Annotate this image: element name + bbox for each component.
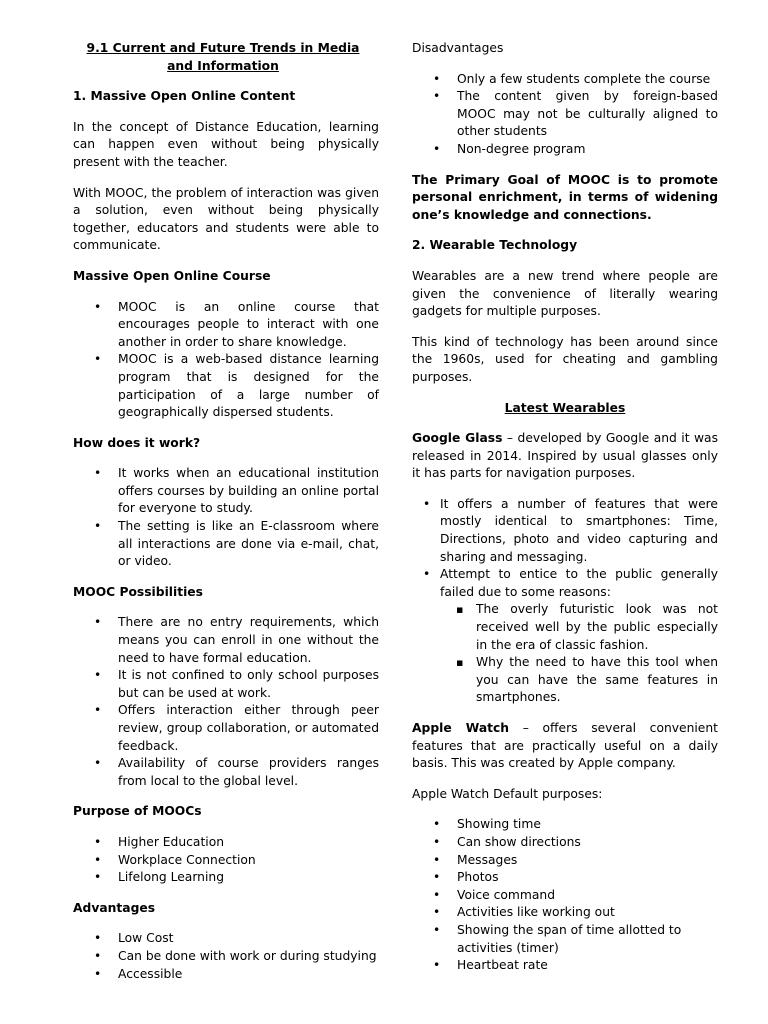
page-title: 9.1 Current and Future Trends in Media and Information <box>86 41 360 73</box>
list-item: • It works when an educational institution offers courses by building an online portal for everyone to study. <box>73 465 379 518</box>
paragraph-apple-watch <box>412 720 718 773</box>
google-glass-text: – developed by Google and it was released in 2014. Inspired by usual glasses only it has parts for navigation purposes. <box>412 431 718 481</box>
purpose-list <box>73 834 379 887</box>
heading-apple-watch-purposes: Apple Watch Default purposes: <box>412 786 603 801</box>
list-item: • Only a few students complete the course <box>412 71 718 89</box>
list-item: • Voice command <box>412 887 718 905</box>
list-item: • Workplace Connection <box>73 852 379 870</box>
apple-watch-label: Apple Watch <box>412 721 510 735</box>
heading-advantages: Advantages <box>73 900 156 915</box>
list-item: • Messages <box>412 852 718 870</box>
list-item: • Showing time <box>412 816 718 834</box>
left-column <box>73 40 379 983</box>
google-glass-list <box>412 496 718 602</box>
list-item: • Low Cost <box>73 930 379 948</box>
list-item: • The content given by foreign-based MOOC may not be culturally aligned to other students <box>412 88 718 141</box>
list-item: ▪ The overly futuristic look was not received well by the public especially in the era of classic fashion. <box>412 601 718 654</box>
list-item: • It offers a number of features that were mostly identical to smartphones: Time, Directions, photo and video capturing and sharing and messaging. <box>412 496 718 566</box>
list-item: • Lifelong Learning <box>73 869 379 887</box>
paragraph-wearables: Wearables are a new trend where people are given the convenience of literally wearing gadgets for multiple purposes. <box>412 268 718 319</box>
apple-watch-text: – offers several convenient features that are practically useful on a daily basis. This was created by Apple company. <box>412 721 718 771</box>
google-glass-label: Google Glass <box>412 431 503 446</box>
apple-watch-purposes-list <box>412 816 718 974</box>
section-heading-wearable: 2. Wearable Technology <box>412 238 578 253</box>
list-item: • Can be done with work or during studying <box>73 948 379 966</box>
list-item: • MOOC is a web-based distance learning program that is designed for the participation of a large number of geographically dispersed students. <box>73 351 379 421</box>
list-item: • Higher Education <box>73 834 379 852</box>
heading-disadvantages: Disadvantages <box>412 41 504 55</box>
mooc-definition-list <box>73 299 379 422</box>
heading-latest-wearables: Latest Wearables <box>504 400 626 415</box>
list-item: • Accessible <box>73 966 379 984</box>
list-item: • Attempt to entice to the public generally failed due to some reasons: <box>412 566 718 601</box>
list-item: • Non-degree program <box>412 141 718 159</box>
list-item: • Heartbeat rate <box>412 957 718 975</box>
heading-purpose: Purpose of MOOCs <box>73 804 202 819</box>
list-item: • Photos <box>412 869 718 887</box>
list-item: • Offers interaction either through peer review, group collaboration, or automated feedback. <box>73 702 379 755</box>
how-it-works-list <box>73 465 379 571</box>
advantages-list <box>73 930 379 983</box>
list-item: • Showing the span of time allotted to activities (timer) <box>412 922 718 957</box>
list-item: • Availability of course providers ranges from local to the global level. <box>73 755 379 790</box>
heading-how-it-works: How does it work? <box>73 435 201 450</box>
disadvantages-list <box>412 71 718 159</box>
paragraph-distance-education: In the concept of Distance Education, learning can happen even without being physically present with the teacher. <box>73 119 379 169</box>
list-item: • Activities like working out <box>412 904 718 922</box>
list-item: ▪ Why the need to have this tool when you can have the same features in smartphones. <box>412 654 718 707</box>
paragraph-mooc-interaction: With MOOC, the problem of interaction was given a solution, even without being physically together, educators and students were able to communicate. <box>73 185 379 253</box>
list-item: • MOOC is an online course that encourages people to interact with one another in order to share knowledge. <box>73 299 379 352</box>
heading-mooc-definition: Massive Open Online Course <box>73 268 271 283</box>
right-column <box>412 40 718 975</box>
possibilities-list <box>73 614 379 790</box>
list-item: • The setting is like an E-classroom where all interactions are done via e-mail, chat, or video. <box>73 518 379 571</box>
list-item: • It is not confined to only school purposes but can be used at work. <box>73 667 379 702</box>
paragraph-wearables-history: This kind of technology has been around since the 1960s, used for cheating and gambling purposes. <box>412 334 718 384</box>
list-item: • There are no entry requirements, which means you can enroll in one without the need to have formal education. <box>73 614 379 667</box>
list-item: • Can show directions <box>412 834 718 852</box>
heading-mooc-possibilities: MOOC Possibilities <box>73 584 203 599</box>
paragraph-google-glass <box>412 430 718 483</box>
section-heading-mooc-content: 1. Massive Open Online Content <box>73 89 296 104</box>
google-glass-reasons-list <box>412 601 718 707</box>
primary-goal-statement: The Primary Goal of MOOC is to promote personal enrichment, in terms of widening one’s knowledge and connections. <box>412 172 718 222</box>
